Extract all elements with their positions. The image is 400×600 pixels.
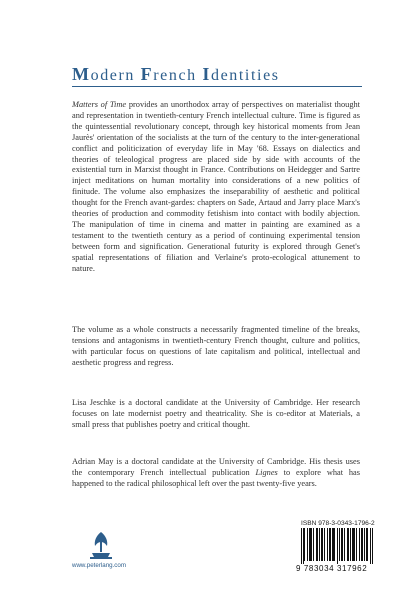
isbn-barcode (300, 528, 374, 564)
series-title-word-2: rench (153, 67, 203, 84)
barcode-bar (352, 528, 353, 561)
barcode-bar (309, 528, 310, 561)
book-title: Matters of Time (72, 100, 127, 109)
series-title-initial-i: I (202, 64, 211, 84)
barcode-bar (356, 528, 357, 561)
barcode-bar (347, 528, 348, 561)
barcode-bar (353, 528, 354, 561)
barcode-bar (322, 528, 323, 561)
journal-title: Lignes (255, 467, 278, 477)
description-paragraph-2: The volume as a whole constructs a necessarily fragmented timeline of the breaks, tensions and antagonisms in twentieth-century French thought, culture and politics, with particular focus on questions of late capitalism and political, intellectual and aesthetic progress and regress. (72, 325, 360, 367)
barcode-bar (366, 528, 367, 561)
barcode-bar (321, 528, 322, 561)
barcode-bar (361, 528, 362, 561)
barcode-bar (359, 528, 360, 561)
barcode-bar (348, 528, 349, 561)
barcode-bar (307, 528, 308, 561)
description-paragraph-1 (72, 100, 360, 275)
editor-bio-may-part-1: Adrian May is a doctoral candidate at the University of Cambridge. His thesis uses the contemporary French intellectual publication (72, 457, 360, 477)
series-title (72, 64, 372, 85)
barcode-bar (304, 528, 305, 561)
editor-bio-jeschke: Lisa Jeschke is a doctoral candidate at the University of Cambridge. Her research focuses on late modernist poetry and theatricality. She is co-editor at Materials, a small press that publishes poetry and critical thought. (72, 398, 360, 429)
barcode-bar (317, 528, 318, 561)
editor-bio-may (72, 457, 360, 490)
barcode-bar (301, 528, 302, 564)
barcode-bar (372, 528, 373, 564)
barcode-bar (332, 528, 333, 561)
barcode-bar (330, 528, 331, 561)
peter-lang-logo-icon (86, 530, 116, 560)
barcode-bar (313, 528, 314, 561)
barcode-bar (364, 528, 365, 561)
barcode-bar (341, 528, 342, 561)
barcode-digits: 9 783034 317962 (296, 564, 368, 573)
barcode-bar (350, 528, 351, 561)
description-paragraph-1-text: provides an unorthodox array of perspectives on materialist thought and representation in twentieth-century French intellectual culture. Time is figured as the quintessential revolutionary concept, through key historical moments from Jean Jaurès' orientation of the socialists at the turn of the century to the inter-generational conflict and politicization of everyday life in May '68. Essays on dialectics and theories of teleological progress are placed side by side with accounts of the existential turn in Marxist thought in France. Contributions on Heidegger and Sartre inject meditations on human mortality into considerations of a new politics of finitude. The volume also emphasizes the inseparability of aesthetic and political thought for the French avant-gardes: chapters on Sade, Artaud and Jarry place Marx's theories of production and commodity fetishism into contact with bodily abjection. The manipulation of time in cinema and matter in painting are examined as a testament to the twentieth century as a period of continuing experimental tension between form and signification. Generational futurity is explored through Genet's spatial representations of filiation and Verlaine's proto-ecological attunement to nature. (72, 100, 360, 273)
barcode-bar (342, 528, 343, 561)
isbn-label: ISBN 978-3-0343-1796-2 (301, 520, 375, 527)
barcode-bar (362, 528, 363, 561)
barcode-bar (324, 528, 325, 561)
barcode-bar (337, 528, 338, 564)
barcode-bar (333, 528, 334, 561)
barcode-bar (354, 528, 355, 561)
editor-bio-may-part-2: to explore what has happened to the radical philosophical left over the past twenty-five years. (72, 467, 360, 488)
series-title-word-3: dentities (210, 67, 280, 84)
series-title-word-1: odern (90, 67, 141, 84)
barcode-bar (344, 528, 345, 561)
barcode-bar (310, 528, 311, 561)
barcode-bar (311, 528, 312, 561)
series-title-initial-m: M (72, 64, 91, 84)
barcode-bar (319, 528, 320, 561)
barcode-bar (370, 528, 371, 564)
publisher-website[interactable]: www.peterlang.com (72, 562, 126, 569)
series-rule (72, 86, 362, 87)
barcode-bar (367, 528, 368, 561)
barcode-bar (327, 528, 328, 561)
barcode-bar (316, 528, 317, 561)
barcode-bar (339, 528, 340, 561)
series-title-initial-f: F (140, 64, 154, 84)
barcode-bar (329, 528, 330, 561)
barcode-bar (334, 528, 335, 561)
barcode-bar (303, 528, 304, 564)
